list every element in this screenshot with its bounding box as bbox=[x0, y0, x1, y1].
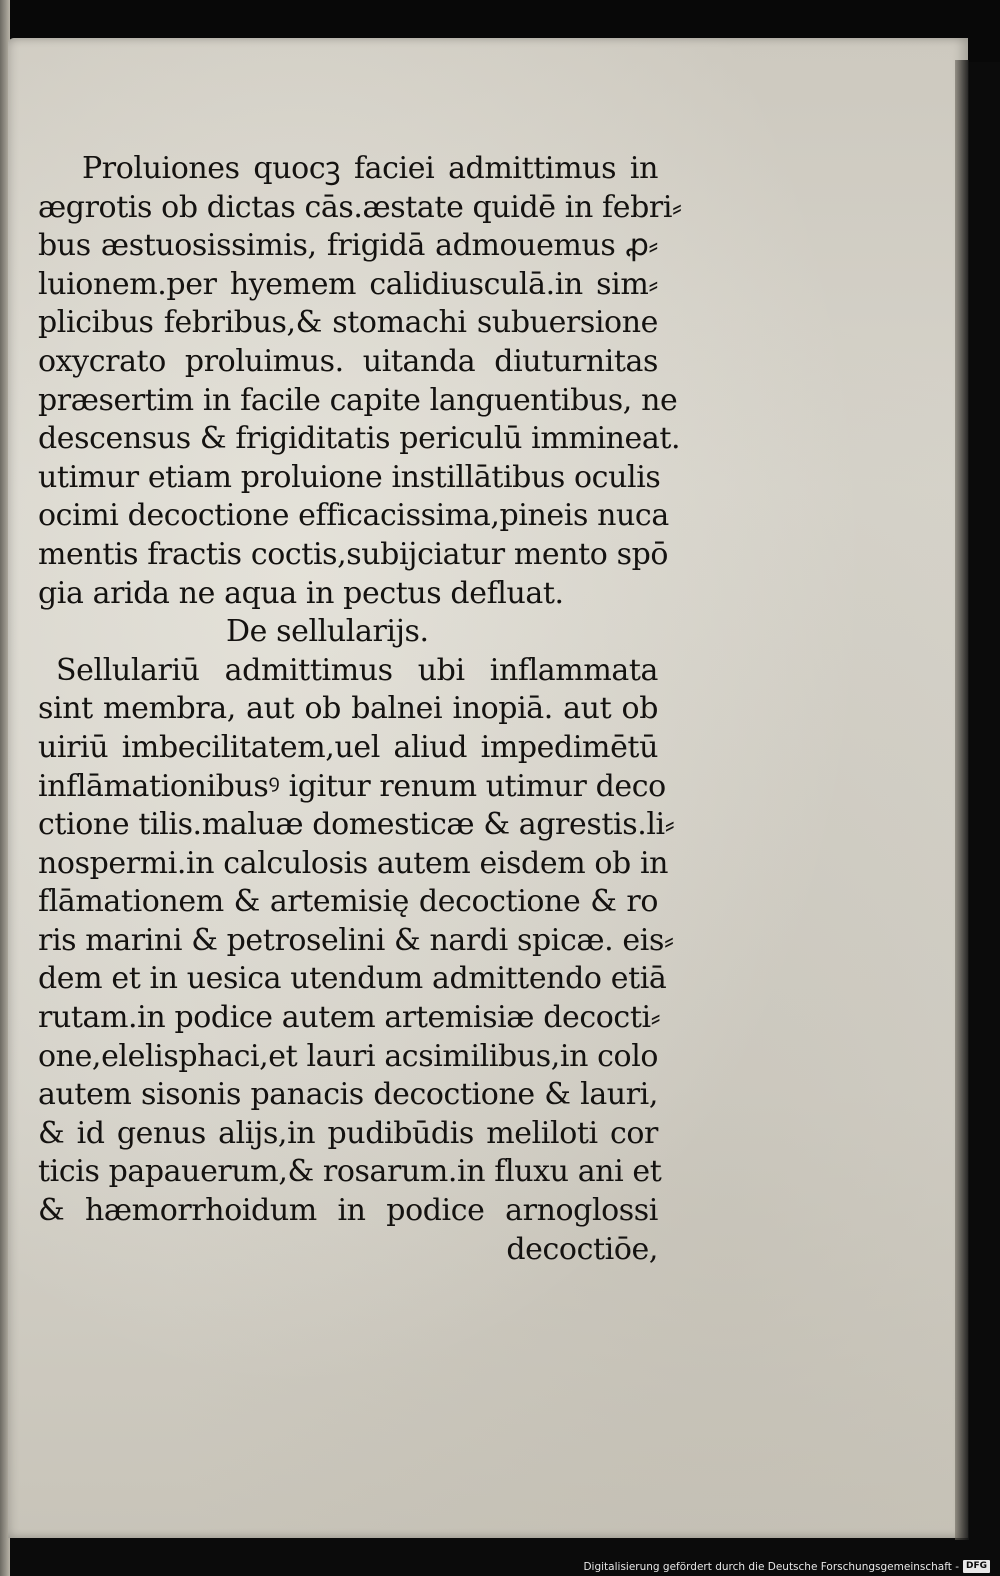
text-line: dem et in uesica utendum admittendo etiā bbox=[38, 961, 667, 997]
text-line: ctione tilis.maluæ domesticæ & agrestis.li⸗ bbox=[38, 807, 675, 843]
text-line: Sellulariū admittimus ubi inflammata bbox=[56, 652, 658, 688]
digitization-credit bbox=[583, 1560, 990, 1573]
text-line: ægrotis ob dictas cās.æstate quidē in febri⸗ bbox=[38, 189, 682, 225]
page-text bbox=[38, 150, 682, 1269]
text-line: one,elelisphaci,et lauri acsimilibus,in colo bbox=[38, 1038, 659, 1074]
text-line: plicibus febribus,& stomachi subuersione bbox=[38, 305, 658, 341]
text-line: Proluiones quocꝫ faciei admittimus in bbox=[82, 151, 658, 186]
text-line: uiriū imbecilitatem,uel aliud impedimētū bbox=[38, 729, 658, 765]
credit-text: Digitalisierung gefördert durch die Deutsche Forschungsgemeinschaft - bbox=[583, 1560, 959, 1573]
text-line: & hæmorrhoidum in podice arnoglossi bbox=[38, 1193, 658, 1229]
text-line: nospermi.in calculosis autem eisdem ob in bbox=[38, 845, 669, 881]
text-line: flāmationem & artemisię decoctione & ro bbox=[38, 884, 658, 920]
text-line: ocimi decoctione efficacissima,pineis nuca bbox=[38, 498, 669, 534]
text-line: luionem.per hyemem calidiusculā.in sim⸗ bbox=[38, 266, 658, 302]
text-line: autem sisonis panacis decoctione & lauri, bbox=[38, 1077, 658, 1113]
text-line: inflāmationibusꝰ igitur renum utimur deco bbox=[38, 768, 666, 804]
page-right-shadow bbox=[955, 60, 969, 1540]
text-line: oxycrato proluimus. uitanda diuturnitas bbox=[38, 343, 658, 379]
text-line: gia arida ne aqua in pectus defluat. bbox=[38, 575, 564, 611]
text-line: mentis fractis coctis,subijciatur mento spō bbox=[38, 536, 669, 572]
dfg-logo: DFG bbox=[963, 1560, 990, 1573]
text-line: utimur etiam proluione instillātibus oculis bbox=[38, 459, 661, 495]
text-line: præsertim in facile capite languentibus, ne bbox=[38, 382, 678, 418]
text-line: descensus & frigiditatis periculū immineat. bbox=[38, 421, 681, 457]
text-line: rutam.in podice autem artemisiæ decocti⸗ bbox=[38, 1000, 661, 1036]
text-line: sint membra, aut ob balnei inopiā. aut ob bbox=[38, 691, 658, 727]
catchword: decoctiōe, bbox=[506, 1231, 658, 1267]
text-line: bus æstuosissimis, frigidā admouemus ꝓ⸗ bbox=[38, 228, 658, 264]
text-line: ris marini & petroselini & nardi spicæ. eis⸗ bbox=[38, 922, 674, 958]
section-heading: De sellularijs. bbox=[226, 614, 429, 650]
text-line: ticis papauerum,& rosarum.in fluxu ani et bbox=[38, 1154, 662, 1190]
text-line: & id genus alijs,in pudibūdis meliloti cor bbox=[38, 1115, 658, 1151]
